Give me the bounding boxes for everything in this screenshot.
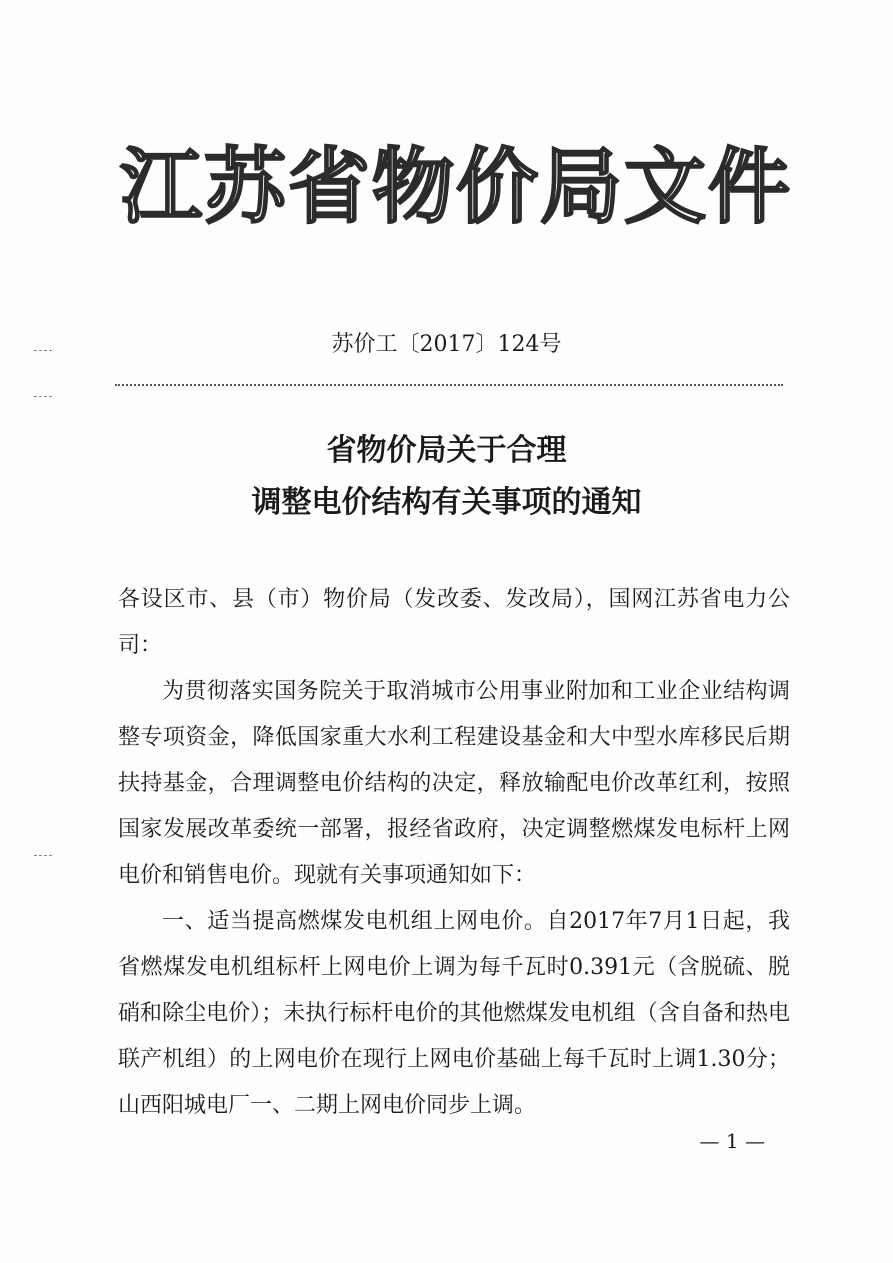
notice-title xyxy=(0,425,893,529)
document-number: 苏价工〔2017〕124号 xyxy=(331,332,562,357)
item-one-paragraph: 一、适当提高燃煤发电机组上网电价。自2017年7月1日起，我省燃煤发电机组标杆上网电价上调为每千瓦时0.391元（含脱硫、脱硝和除尘电价）；未执行标杆电价的其他燃煤发电机组（含自备和热电联产机组）的上网电价在现行上网电价基础上每千瓦时上调1.30分；山西阳城电厂一、二期上网电价同步上调。 xyxy=(118,909,790,1118)
notice-title-line-1: 省物价局关于合理 xyxy=(326,433,567,468)
notice-title-line-2: 调整电价结构有关事项的通知 xyxy=(251,485,642,520)
page-number: — 1 — xyxy=(699,1129,765,1153)
scan-margin-mark xyxy=(34,350,52,351)
recipients-paragraph: 各设区市、县（市）物价局（发改委、发改局），国网江苏省电力公司： xyxy=(118,587,790,658)
document-header-title: 江苏省物价局文件 xyxy=(120,140,793,235)
document-body xyxy=(118,577,790,1129)
intro-paragraph: 为贯彻落实国务院关于取消城市公用事业附加和工业企业结构调整专项资金，降低国家重大水利工程建设基金和大中型水库移民后期扶持基金，合理调整电价结构的决定，释放输配电价改革红利，按照国家发展改革委统一部署，报经省政府，决定调整燃煤发电标杆上网电价和销售电价。现就有关事项通知如下： xyxy=(118,679,790,888)
header-divider xyxy=(115,384,783,386)
scan-margin-mark xyxy=(34,855,52,856)
scan-margin-mark xyxy=(34,396,52,397)
